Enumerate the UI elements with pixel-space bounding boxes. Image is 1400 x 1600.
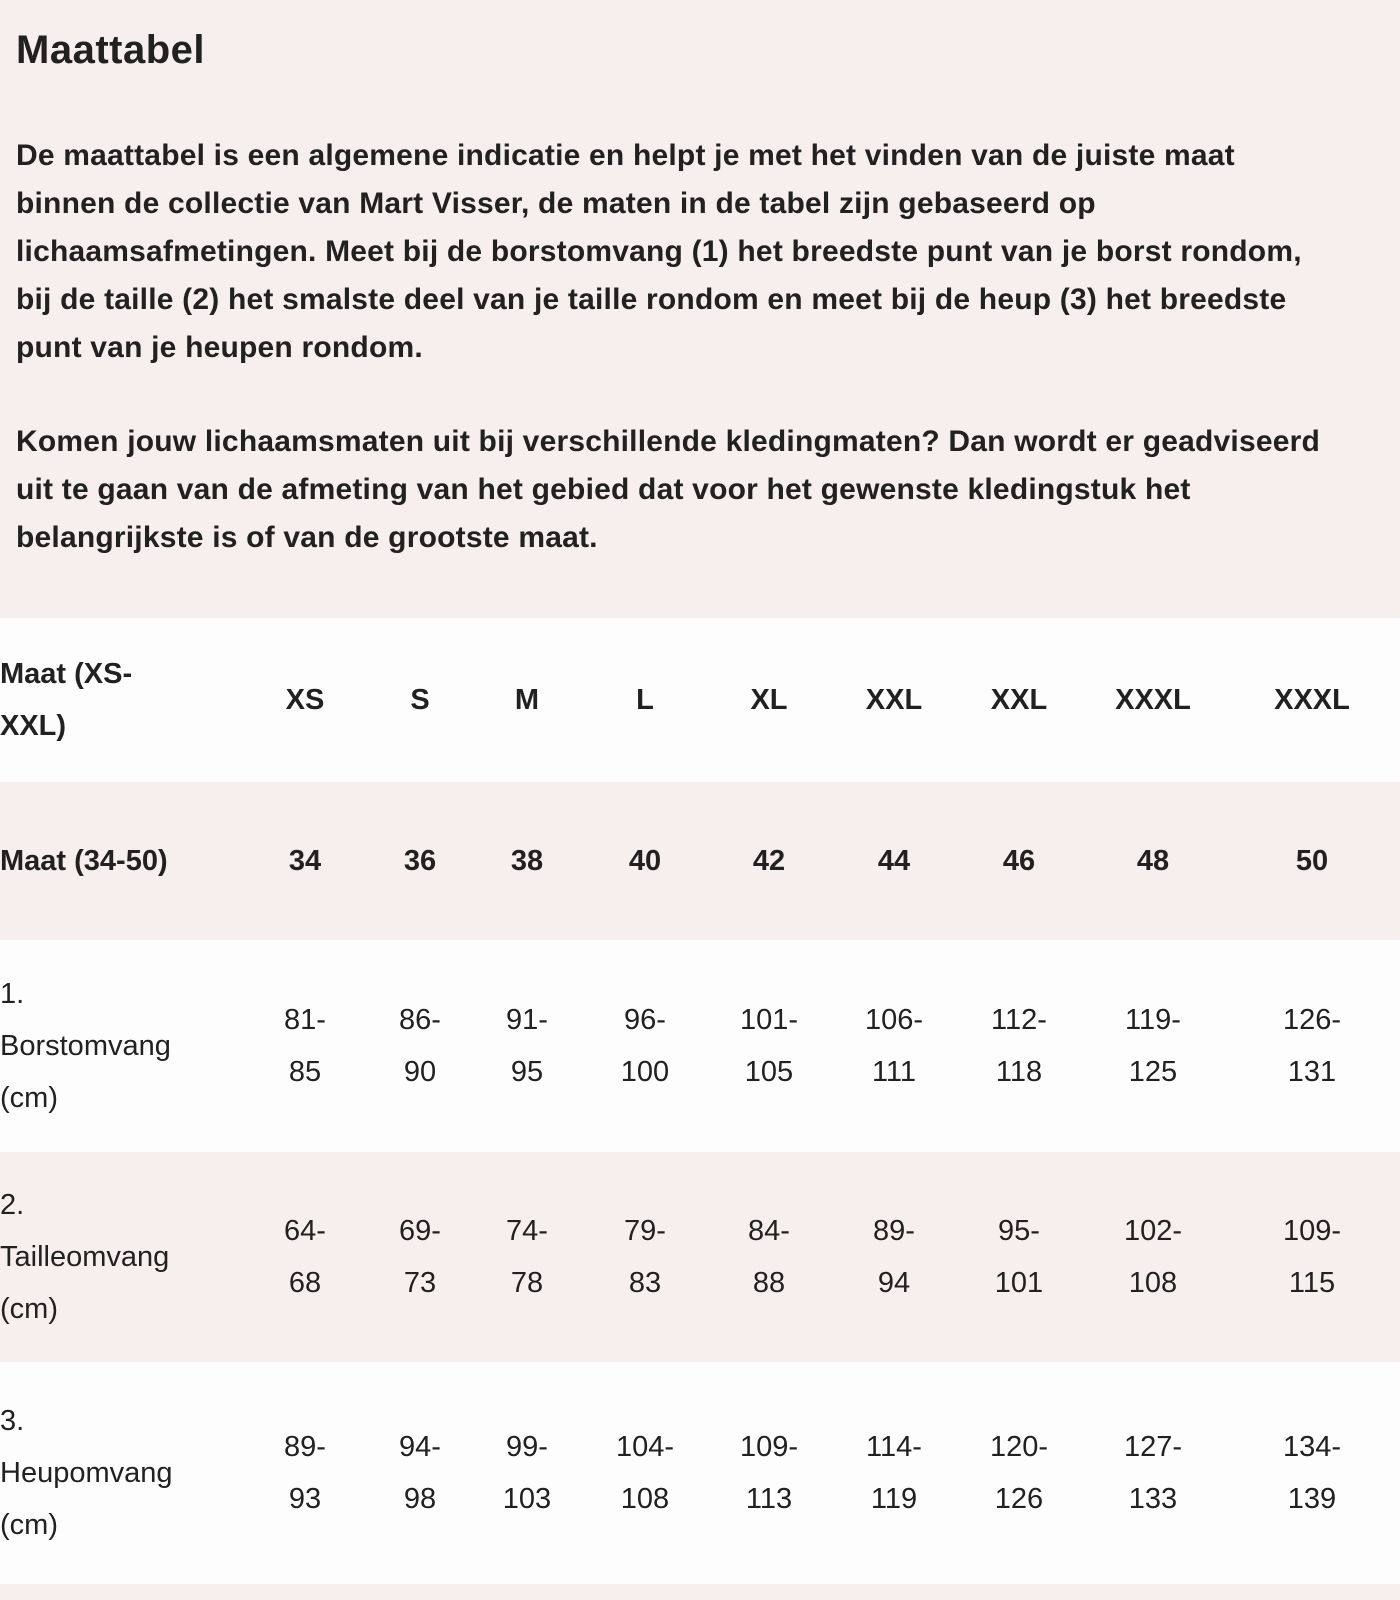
size-cell: 44 bbox=[877, 844, 911, 877]
size-cell: 42 bbox=[752, 844, 786, 877]
size-cell: 112-118 bbox=[991, 1003, 1047, 1088]
size-cell: XXXL bbox=[1274, 683, 1350, 716]
size-table bbox=[0, 618, 1400, 1584]
table-row-borstomvang bbox=[0, 940, 1400, 1152]
size-cell: XXL bbox=[865, 683, 923, 716]
size-cell: 119-125 bbox=[1125, 1003, 1181, 1088]
size-cell: 86-90 bbox=[399, 1003, 441, 1088]
size-cell: 74-78 bbox=[506, 1214, 548, 1299]
size-cell: 81-85 bbox=[284, 1003, 326, 1088]
size-cell: 127-133 bbox=[1123, 1430, 1183, 1515]
size-cell: S bbox=[410, 683, 430, 716]
size-cell: 40 bbox=[628, 844, 662, 877]
size-cell: 134-139 bbox=[1282, 1430, 1342, 1515]
size-guide bbox=[0, 26, 1400, 562]
size-cell: 89-94 bbox=[873, 1214, 915, 1299]
size-cell: 84-88 bbox=[748, 1214, 790, 1299]
row-label: Maat (34-50) bbox=[0, 844, 168, 877]
size-cell: XS bbox=[285, 683, 325, 716]
size-cell: 109-113 bbox=[739, 1430, 799, 1515]
size-cell: 104-108 bbox=[615, 1430, 675, 1515]
size-cell: 34 bbox=[288, 844, 322, 877]
table-row-tailleomvang bbox=[0, 1152, 1400, 1362]
table-row-size-numbers bbox=[0, 782, 1400, 940]
row-label: 3. Heupomvang (cm) bbox=[0, 1404, 173, 1542]
size-cell: 120-126 bbox=[989, 1430, 1049, 1515]
size-cell: 106-111 bbox=[864, 1003, 924, 1088]
size-cell: 102-108 bbox=[1123, 1214, 1183, 1299]
size-cell: 38 bbox=[510, 844, 544, 877]
page-title: Maattabel bbox=[16, 28, 205, 72]
intro-paragraph: De maattabel is een algemene indicatie en helpt je met het vinden van de juiste maat binnen de collectie van Mart Visser, de maten in de tabel zijn gebaseerd op lichaamsafmetingen. Meet bij de borstomvang (1) het breedste punt van je borst rondom, bij de taille (2) het smalste deel van je taille rondom en meet bij de heup (3) het breedste punt van je heupen rondom. bbox=[16, 139, 1302, 364]
size-cell: 96-100 bbox=[620, 1003, 670, 1088]
size-cell: 50 bbox=[1295, 844, 1329, 877]
size-cell: M bbox=[514, 683, 540, 716]
size-cell: 114-119 bbox=[866, 1430, 922, 1515]
size-cell: 36 bbox=[403, 844, 437, 877]
size-cell: 94-98 bbox=[399, 1430, 441, 1515]
size-cell: 79-83 bbox=[624, 1214, 666, 1299]
row-label: 1. Borstomvang (cm) bbox=[0, 977, 171, 1115]
size-cell: 69-73 bbox=[399, 1214, 441, 1299]
table-row-heupomvang bbox=[0, 1362, 1400, 1584]
size-cell: 89-93 bbox=[284, 1430, 326, 1515]
size-cell: 64-68 bbox=[284, 1214, 326, 1299]
size-cell: 99-103 bbox=[502, 1430, 552, 1515]
table-row-size-letters bbox=[0, 618, 1400, 782]
size-cell: 126-131 bbox=[1282, 1003, 1342, 1088]
row-label: Maat (XS-XXL) bbox=[0, 657, 133, 742]
size-cell: 91-95 bbox=[506, 1003, 548, 1088]
size-cell: XL bbox=[750, 683, 788, 716]
size-cell: 109-115 bbox=[1282, 1214, 1342, 1299]
size-cell: 46 bbox=[1002, 844, 1036, 877]
size-cell: 95-101 bbox=[994, 1214, 1044, 1299]
size-cell: XXXL bbox=[1115, 683, 1191, 716]
size-cell: L bbox=[636, 683, 654, 716]
size-cell: XXL bbox=[990, 683, 1048, 716]
size-cell: 48 bbox=[1136, 844, 1170, 877]
size-cell: 101-105 bbox=[739, 1003, 799, 1088]
advice-paragraph: Komen jouw lichaamsmaten uit bij verschillende kledingmaten? Dan wordt er geadviseerd uit te gaan van de afmeting van het gebied dat voor het gewenste kledingstuk het belangrijkste is of van de grootste maat. bbox=[16, 425, 1320, 554]
row-label: 2. Tailleomvang (cm) bbox=[0, 1188, 170, 1326]
